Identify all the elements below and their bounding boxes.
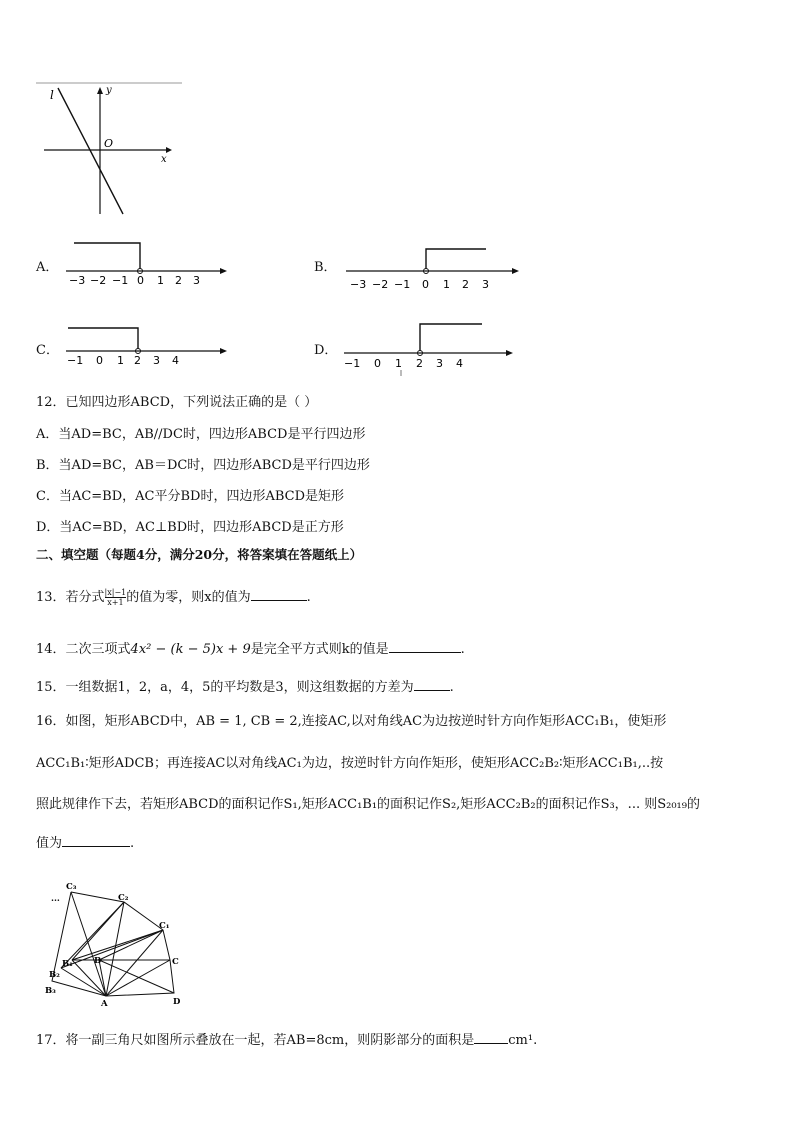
solution-bracket-a [74, 243, 140, 271]
tick-a-4: 1 [157, 274, 164, 287]
seg-a-c [106, 960, 170, 996]
q17 [36, 1029, 537, 1050]
label-c1: C₁ [159, 921, 170, 931]
label-c3: C₃ [66, 882, 77, 892]
arrow-b [512, 268, 519, 274]
option-c-label: C． [36, 343, 59, 358]
q17-text: 17．将一副三角尺如图所示叠放在一起，若AB=8cm，则阴影部分的面积是 [36, 1033, 475, 1048]
q13-numerator: |x|−1 [104, 588, 127, 597]
tick-c-5: 4 [172, 354, 179, 367]
q15-text: 15．一组数据1，2，a，4，5的平均数是3，则这组数据的方差为 [36, 680, 414, 695]
tick-d-3: 2 [416, 357, 423, 370]
label-b: B [94, 956, 102, 966]
arrow-d [506, 350, 513, 356]
q17-answer-blank[interactable] [474, 1029, 508, 1044]
q16-line-3: 照此规律作下去，若矩形ABCD的面积记作S₁,矩形ACC₁B₁的面积记作S₂,矩形ACC₂B₂的面积记作S₃，... 则S₂₀₁₉的 [36, 797, 700, 812]
tick-c-3: 2 [134, 354, 141, 367]
label-b2: B₂ [49, 970, 60, 980]
number-line-c [64, 322, 234, 372]
tick-b-1: −2 [372, 278, 389, 291]
tick-b-6: 3 [482, 278, 489, 291]
section-2-heading: 二、填空题（每题4分，满分20分，将答案填在答题纸上） [36, 547, 363, 562]
label-c: C [172, 957, 179, 967]
q14 [36, 638, 465, 659]
x-axis-arrow [166, 147, 172, 153]
line-l [58, 88, 123, 214]
q14-answer-blank[interactable] [389, 638, 461, 653]
label-ellipsis: ... [51, 894, 60, 904]
tick-b-2: −1 [394, 278, 411, 291]
q12-option-c: C．当AC=BD，AC平分BD时，四边形ABCD是矩形 [36, 489, 345, 504]
option-b-label: B． [314, 260, 337, 275]
q16-end: . [130, 836, 135, 851]
number-line-a [64, 238, 234, 288]
tick-b-0: −3 [350, 278, 367, 291]
coordinate-graph [36, 80, 186, 220]
seg-b-c1 [99, 930, 163, 960]
q12-option-d: D．当AC=BD，AC⊥BD时，四边形ABCD是正方形 [36, 520, 344, 535]
tick-d-4: 3 [436, 357, 443, 370]
number-line-d [340, 318, 520, 380]
arrow-c [220, 348, 227, 354]
y-axis-arrow [97, 87, 103, 94]
label-d: D [173, 997, 181, 1007]
solution-bracket-d [420, 324, 482, 353]
q13-end: . [306, 590, 311, 605]
tick-a-5: 2 [175, 274, 182, 287]
tick-b-5: 2 [462, 278, 469, 291]
q12-option-b: B．当AD=BC，AB＝DC时，四边形ABCD是平行四边形 [36, 458, 370, 473]
solution-bracket-c [68, 328, 138, 351]
q14-post: 是完全平方式则k的值是 [250, 642, 389, 657]
tick-d-2: 1 [395, 357, 402, 370]
q13-answer-blank[interactable] [251, 586, 307, 601]
tick-b-3: 0 [422, 278, 429, 291]
q13-post: 的值为零，则x的值为 [126, 590, 251, 605]
q16-answer-blank[interactable] [62, 832, 130, 847]
tick-c-4: 3 [153, 354, 160, 367]
q14-end: . [460, 642, 465, 657]
label-b3: B₃ [45, 986, 56, 996]
tick-a-1: −2 [90, 274, 107, 287]
q13-denominator: x+1 [107, 598, 124, 607]
q15-end: . [449, 680, 454, 695]
label-x: x [161, 154, 167, 165]
q13 [36, 586, 311, 607]
seg-a-c3 [71, 892, 106, 996]
q12-stem: 12．已知四边形ABCD，下列说法正确的是（ ） [36, 395, 318, 410]
figure-q16 [44, 880, 194, 1008]
label-b1: B₁ [62, 959, 73, 969]
seg-b-d [99, 960, 174, 993]
solution-bracket-b [426, 249, 486, 271]
q16-line-4 [36, 832, 134, 853]
label-y: y [106, 85, 112, 96]
tick-a-6: 3 [193, 274, 200, 287]
tick-a-2: −1 [112, 274, 129, 287]
outer-rect [52, 892, 174, 996]
number-line-b [342, 242, 527, 292]
tick-c-1: 0 [96, 354, 103, 367]
tick-d-1: 0 [374, 357, 381, 370]
tick-d-0: −1 [344, 357, 361, 370]
q17-end: . [533, 1033, 538, 1048]
tick-a-0: −3 [69, 274, 86, 287]
q15-answer-blank[interactable] [414, 676, 450, 691]
tick-c-2: 1 [117, 354, 124, 367]
label-c2: C₂ [118, 893, 129, 903]
option-a-label: A． [36, 260, 59, 275]
q13-fraction [105, 588, 127, 607]
q14-pre: 14．二次三项式 [36, 642, 131, 657]
label-l: l [50, 88, 54, 102]
q16-line-1: 16．如图，矩形ABCD中，AB = 1, CB = 2,连接AC,以对角线AC为边按逆时针方向作矩形ACC₁B₁，使矩形 [36, 714, 667, 729]
q16-line-2: ACC₁B₁∶矩形ADCB；再连接AC以对角线AC₁为边，按逆时针方向作矩形，使矩形ACC₂B₂∶矩形ACC₁B₁,..按 [36, 756, 664, 771]
q13-pre: 13．若分式 [36, 590, 105, 605]
label-a: A [101, 999, 108, 1008]
q14-expression: 4x² − (k − 5)x + 9 [130, 642, 251, 657]
q17-unit: cm¹ [508, 1033, 534, 1048]
label-origin: O [104, 137, 114, 150]
tick-b-4: 1 [443, 278, 450, 291]
q16-line-4-text: 值为 [36, 836, 63, 851]
tick-d-5: 4 [456, 357, 463, 370]
tick-c-0: −1 [67, 354, 84, 367]
q12-option-a: A．当AD=BC，AB//DC时，四边形ABCD是平行四边形 [36, 427, 366, 442]
q15 [36, 676, 454, 697]
arrow-a [220, 268, 227, 274]
tick-a-3: 0 [137, 274, 144, 287]
option-d-label: D． [314, 343, 338, 358]
